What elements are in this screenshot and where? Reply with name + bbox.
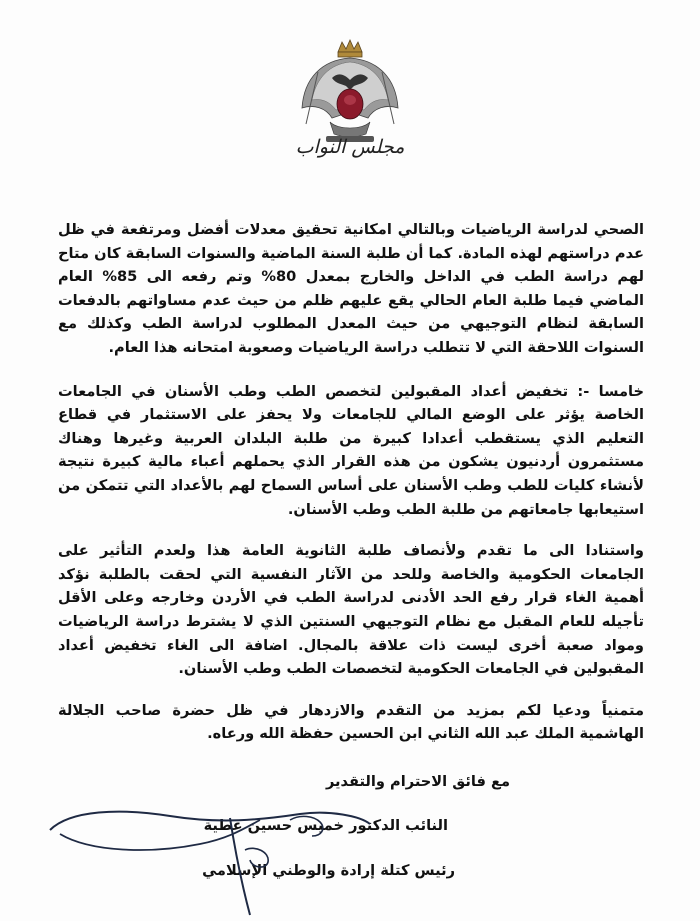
paragraph: الصحي لدراسة الرياضيات وبالتالي امكانية تحقيق معدلات أفضل ومرتفعة في ظل عدم دراستهم لهذه المادة. كما أن طلبة السنة الماضية والسنوات السابقة كان متاح لهم دراسة الطب في الداخل والخارج بمعدل 80% وتم رفعه الى 85% العام الماضي فيما طلبة العام الحالي يقع عليهم ظلم من حيث عدم مساواتهم بالدفعات السابقة لنظام التوجيهي من حيث المعدل المطلوب لدراسة الطب وكذلك مع السنوات اللاحقة التي لا تتطلب دراسة الرياضيات وصعوبة امتحانه هذا العام.	[58, 221, 644, 356]
royal-crest-icon	[292, 38, 408, 148]
paragraph: خامسا -: تخفيض أعداد المقبولين لتخصص الطب وطب الأسنان في الجامعات الخاصة يؤثر على الوضع المالي للجامعات ولا يحفز على الاستثمار في قطاع التعليم الذي يستقطب أعدادا كبيرة من طلبة البلدان العربية وغيرها وهناك مستثمرون أردنيون يشكون من هذه القرار الذي يحملهم أعباء مالية كبيرة نتيجة لأنشاء كليات للطب وطب الأسنان على أساس السماح لهم بالأعداد التي تتمكن من استيعابها جامعاتهم من طلبة الطب وطب الأسنان.	[58, 382, 644, 518]
paragraph: واستنادا الى ما تقدم ولأنصاف طلبة الثانوية العامة هذا ولعدم التأثير على الجامعات الحكومية والخاصة وللحد من الآثار النفسية التي لحقت بالطلبة نؤكد أهمية الغاء قرار رفع الحد الأدنى لدراسة الطب في الأردن وخارجه وعلى الأقل تأجيله للعام المقبل مع نظام التوجيهي السنتين الذي لا يشترط دراسة الرياضيات ومواد صعبة أخرى ليست ذات علاقة بالمجال. اضافة الى الغاء تخفيض أعداد المقبولين في الجامعات الحكومية لتخصصات الطب وطب الأسنان.	[58, 542, 644, 678]
closing-line: مع فائق الاحترام والتقدير	[325, 773, 510, 790]
signer-role: رئيس كتلة إرادة والوطني الإسلامي	[202, 862, 455, 879]
signer-name: النائب الدكتور خميس حسين عطية	[203, 817, 448, 834]
handwritten-signature	[30, 790, 390, 920]
paragraph: متمنياً ودعيا لكم بمزيد من التقدم والازدهار في ظل حضرة صاحب الجلالة الهاشمية الملك عبد الله الثاني ابن الحسين حفظة الله ورعاه.	[58, 701, 644, 743]
letter-body	[58, 218, 644, 768]
parliament-name: مجلس النواب	[295, 136, 405, 158]
